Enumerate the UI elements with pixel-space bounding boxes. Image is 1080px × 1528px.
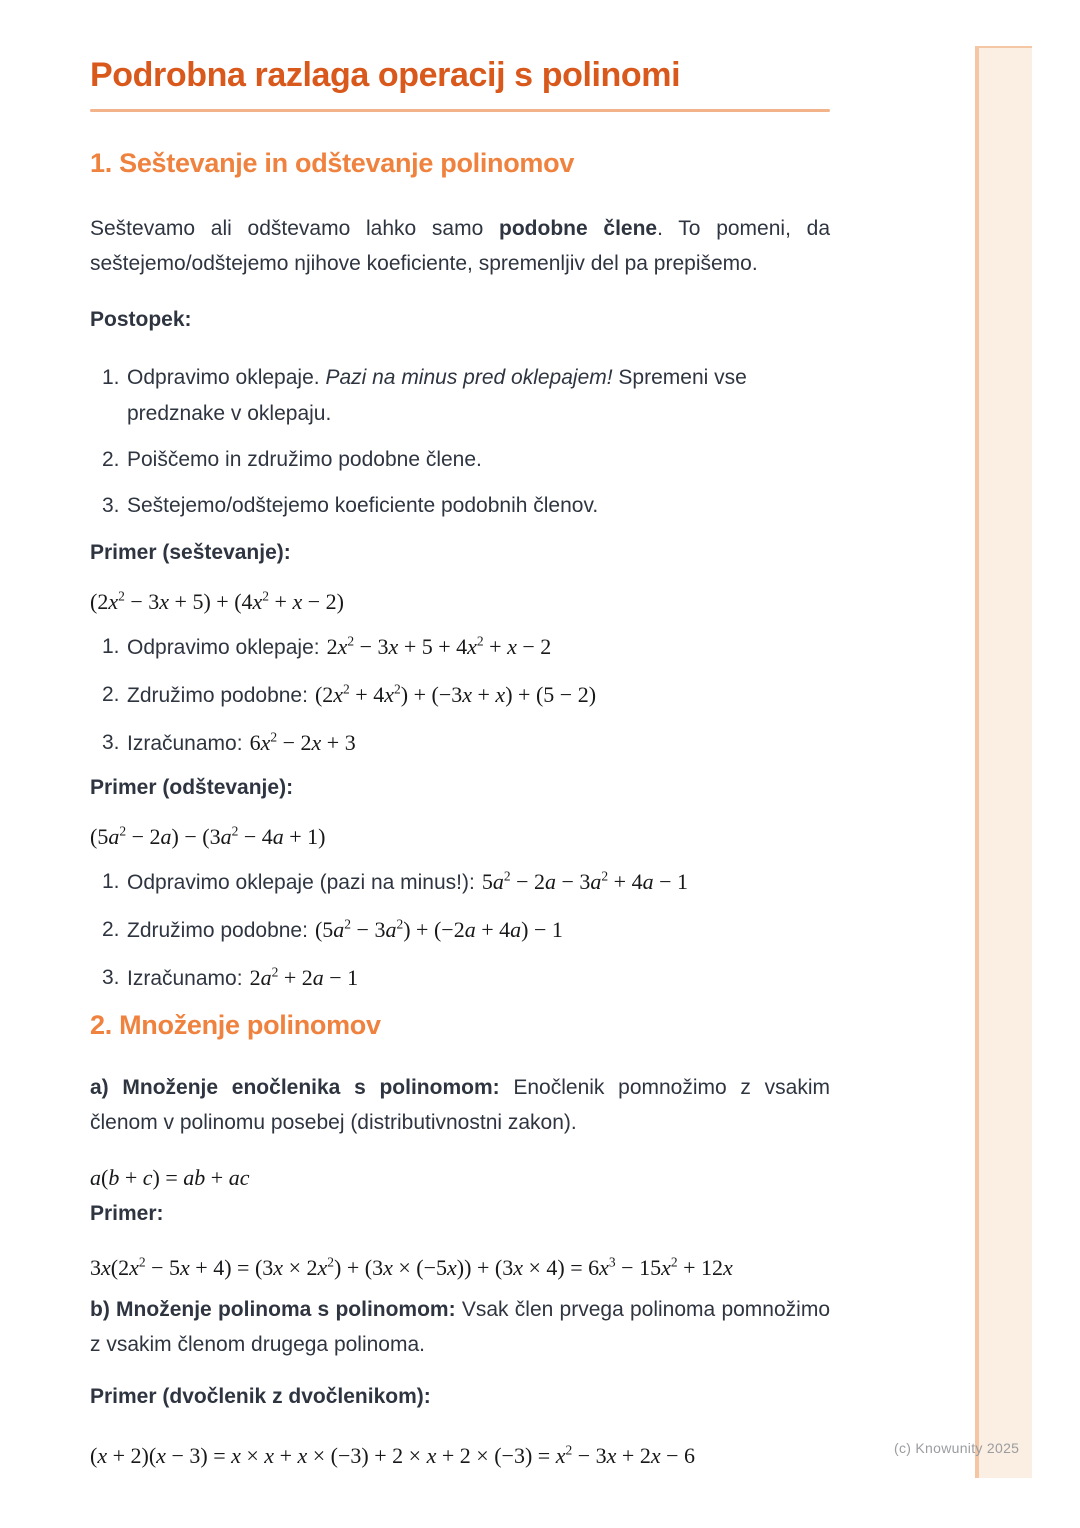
step-label: Izračunamo: [127,966,243,990]
math-step [90,914,830,947]
title-underline [90,109,830,112]
page-title: Podrobna razlaga operacij s polinomi [90,56,681,94]
step-text [127,631,830,664]
step-label: Združimo podobne: [127,918,308,942]
step-label: Odpravimo oklepaje: [127,635,320,659]
subtraction-steps-list [90,866,830,995]
math-expression-addition: $(2x^2 - 3x + 5) + (4x^2 + x - 2)$ [90,588,344,614]
math-step [90,727,830,760]
list-item [90,488,830,524]
section-1-heading: 1. Seštevanje in odštevanje polinomov [90,148,575,179]
step-text [127,962,830,995]
math-expression-subtraction: $(5a^2 - 2a) - (3a^2 - 4a + 1)$ [90,823,326,849]
list-item-number: 3. [102,493,120,517]
step-math: $(5a^2 - 3a^2) + (-2a + 4a) - 1$ [314,916,563,942]
step-math: $2a^2 + 2a - 1$ [249,964,359,990]
list-item-number: 2. [102,682,120,706]
list-item-number: 1. [102,869,120,893]
list-item-text: Poiščemo in združimo podobne člene. [127,447,482,471]
step-text [127,679,830,712]
list-item-number: 2. [102,447,120,471]
binomial-example-math: $(x + 2)(x - 3) = x \times x + x \times (-3) + 2 \times x + 2 \times (-3) = x^2 - 3x + 2x - 6$ [90,1442,696,1468]
list-item-number: 1. [102,365,120,389]
step-text [127,914,830,947]
right-edge-strip [975,46,1032,1478]
list-item-number: 1. [102,634,120,658]
postopek-label: Postopek: [90,307,192,331]
math-step [90,679,830,712]
postopek-list [90,360,830,524]
list-item-number: 3. [102,730,120,754]
step-label: Združimo podobne: [127,683,308,707]
step-math: $2x^2 - 3x + 5 + 4x^2 + x - 2$ [326,633,552,659]
watermark: (c) Knowunity 2025 [894,1440,1020,1456]
math-step [90,962,830,995]
step-text [127,727,830,760]
addition-steps-list [90,631,830,760]
section-2-paragraph-a: a) Množenje enočlenika s polinomom: Enočlenik pomnožimo z vsakim členom v polinomu posebej (distributivnostni zakon). [90,1075,830,1134]
step-label: Odpravimo oklepaje (pazi na minus!): [127,870,475,894]
section-2-heading: 2. Množenje polinomov [90,1009,381,1040]
list-item-number: 2. [102,917,120,941]
list-item [90,442,830,478]
list-item-number: 3. [102,965,120,989]
step-math: $(2x^2 + 4x^2) + (-3x + x) + (5 - 2)$ [314,681,597,707]
step-text [127,866,830,899]
math-step [90,631,830,664]
list-item-text: Seštejemo/odštejemo koeficiente podobnih členov. [127,493,599,517]
primer-binomial-label: Primer (dvočlenik z dvočlenikom): [90,1384,431,1408]
primer-label: Primer: [90,1201,164,1225]
step-math: $5a^2 - 2a - 3a^2 + 4a - 1$ [481,868,689,894]
list-item [90,360,830,432]
list-item-text: Odpravimo oklepaje. Pazi na minus pred oklepajem! Spremeni vse predznake v oklepaju. [127,365,747,425]
monomial-example-math: $3x(2x^2 - 5x + 4) = (3x \times 2x^2) + (3x \times (-5x)) + (3x \times 4) = 6x^3 - 15x^2 + 12x$ [90,1254,733,1280]
primer-subtraction-label: Primer (odštevanje): [90,775,294,799]
section-1-intro: Seštevamo ali odštevamo lahko samo podobne člene. To pomeni, da seštejemo/odštejemo njihove koeficiente, spremenljiv del pa prepišemo. [90,216,830,275]
step-math: $6x^2 - 2x + 3$ [249,729,356,755]
section-2-paragraph-b: b) Množenje polinoma s polinomom: Vsak člen prvega polinoma pomnožimo z vsakim členom drugega polinoma. [90,1297,830,1356]
step-label: Izračunamo: [127,731,243,755]
math-step [90,866,830,899]
primer-addition-label: Primer (seštevanje): [90,540,291,564]
distributive-formula: a(b + c) = ab + ac [90,1164,250,1190]
document-content [90,55,830,1485]
